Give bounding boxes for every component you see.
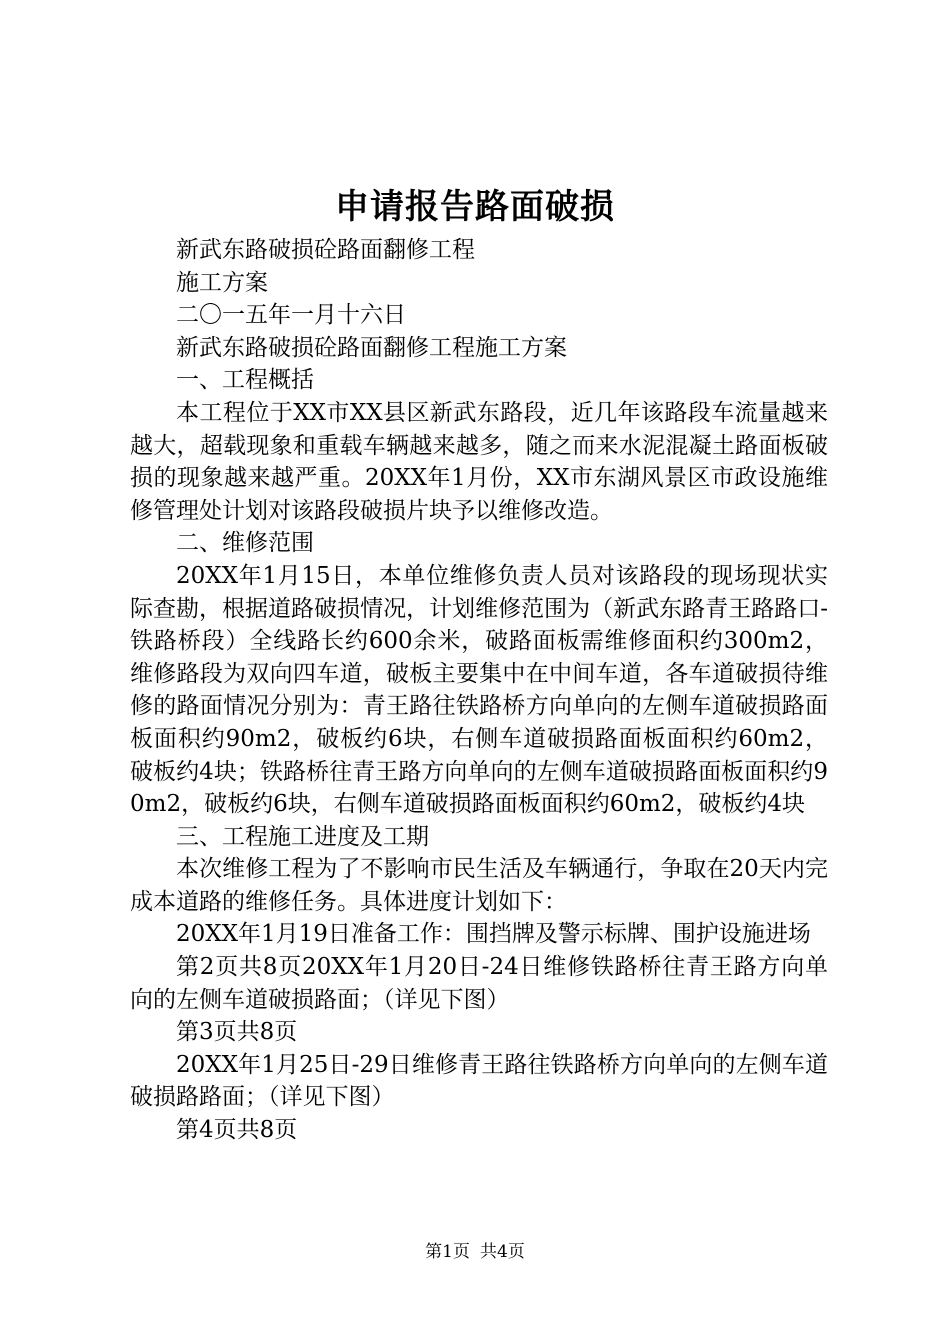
paragraph: 20XX年1月25日-29日维修青王路往铁路桥方向单向的左侧车道破损路路面；（详见下图） (130, 1051, 828, 1111)
page-footer (0, 1240, 950, 1264)
paragraph: 本工程位于XX市XX县区新武东路段，近几年该路段车流量越来越大，超载现象和重载车辆越来越多，随之而来水泥混凝土路面板破损的现象越来越严重。20XX年1月份，XX市东湖风景区市政设施维修管理处计划对该路段破损片块予以维修改造。 (130, 399, 828, 524)
section-heading: 一、工程概括 (176, 367, 314, 394)
section-heading: 三、工程施工进度及工期 (176, 823, 429, 850)
paragraph: 本次维修工程为了不影响市民生活及车辆通行，争取在20天内完成本道路的维修任务。具体进度计划如下： (130, 856, 828, 915)
paragraph: 20XX年1月15日，本单位维修负责人员对该路段的现场现状实际查勘，根据道路破损情况，计划维修范围为（新武东路青王路路口-铁路桥段）全线路长约600余米，破路面板需维修面积约300m2，维修路段为双向四车道，破板主要集中在中间车道，各车道破损待维修的路面情况分别为：青王路往铁路桥方向单向的左侧车道破损路面板面积约90m2，破板约6块，右侧车道破损路面板面积约60m2，破板约4块；铁路桥往青王路方向单向的左侧车道破损路面板面积约90m2，破板约6块，右侧车道破损路面板面积约60m2，破板约4块 (130, 562, 828, 818)
paragraph: 新武东路破损砼路面翻修工程施工方案 (176, 334, 567, 361)
paragraph: 二〇一五年一月十六日 (176, 302, 406, 329)
page-number: 第1页 (425, 1242, 470, 1262)
paragraph: 新武东路破损砼路面翻修工程 (176, 237, 475, 263)
paragraph: 第2页共8页20XX年1月20日-24日维修铁路桥往青王路方向单向的左侧车道破损路面；（详见下图） (130, 954, 828, 1013)
paragraph: 20XX年1月19日准备工作：围挡牌及警示标牌、围护设施进场 (176, 921, 811, 948)
page-total: 共4页 (480, 1242, 525, 1262)
section-heading: 二、维修范围 (176, 530, 314, 557)
document-body (130, 234, 828, 1147)
paragraph: 第4页共8页 (176, 1117, 298, 1144)
document-title: 申请报告路面破损 (335, 187, 615, 227)
paragraph: 第3页共8页 (176, 1019, 298, 1046)
paragraph: 施工方案 (176, 269, 268, 296)
